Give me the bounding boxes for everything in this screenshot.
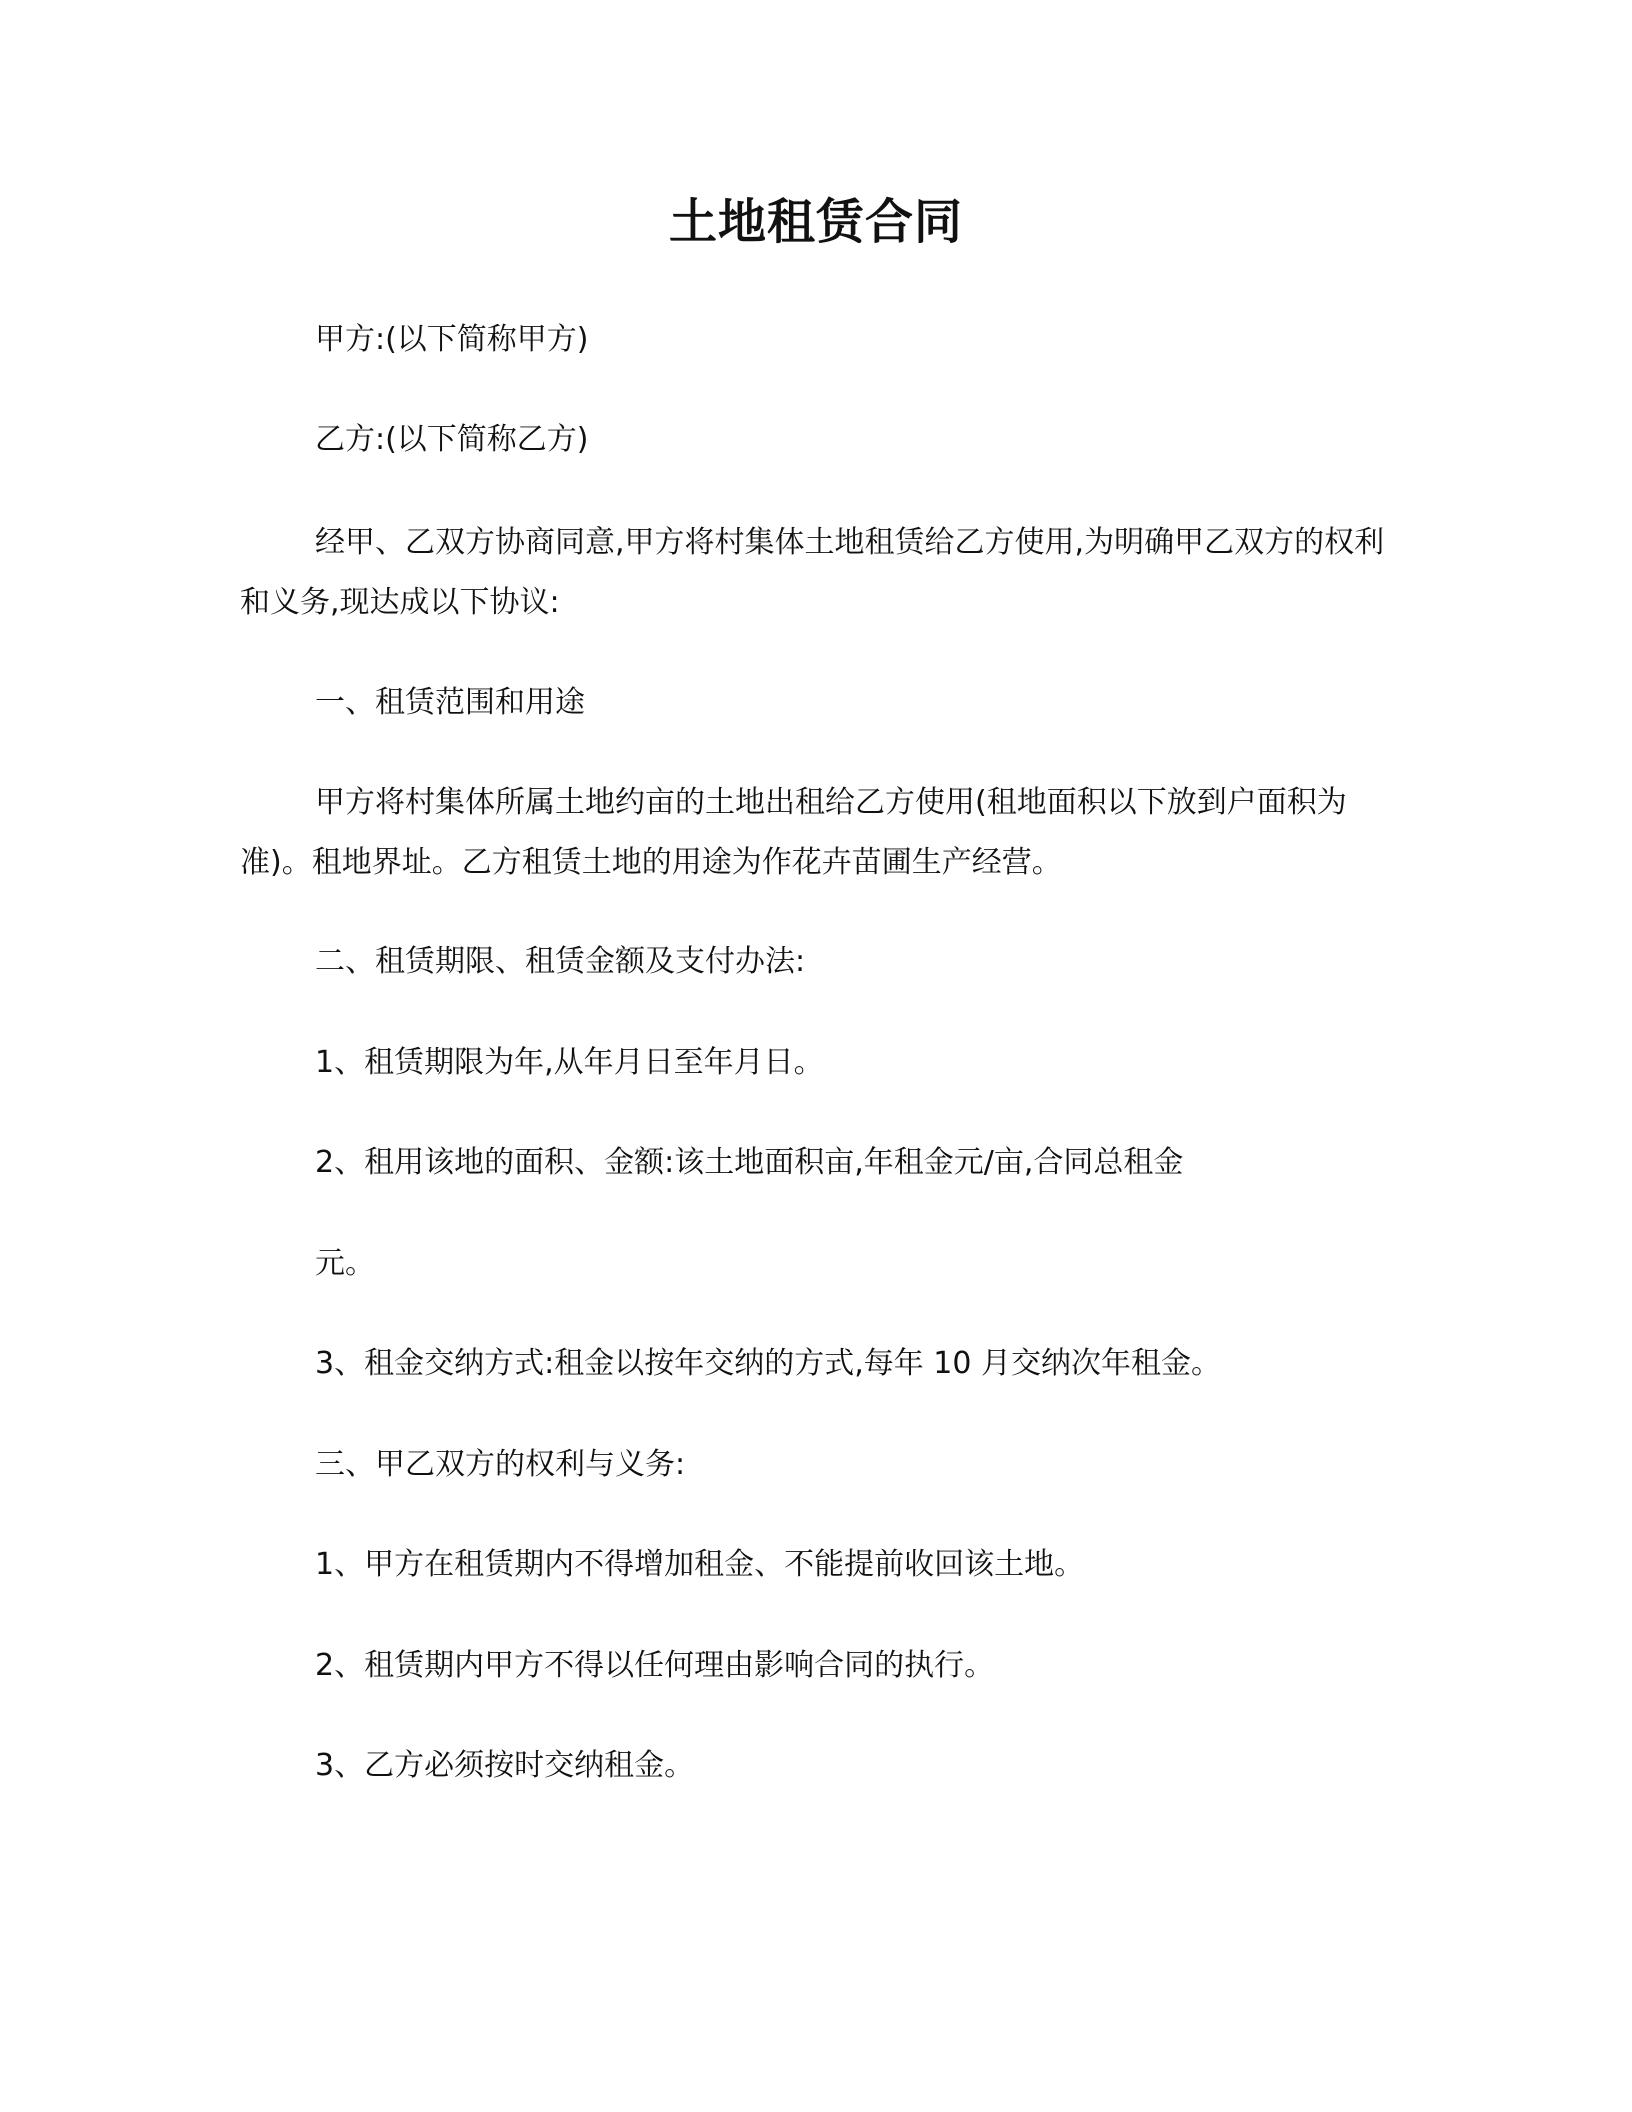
section-2-item-3: 3、租金交纳方式:租金以按年交纳的方式,每年 10 月交纳次年租金。 [315,1346,1221,1381]
section-2-item-1: 1、租赁期限为年,从年月日至年月日。 [315,1045,824,1080]
party-b-line: 乙方:(以下简称乙方) [315,422,589,457]
section-1-heading: 一、租赁范围和用途 [315,685,585,720]
section-3-item-2: 2、租赁期内甲方不得以任何理由影响合同的执行。 [315,1648,995,1683]
section-3-heading: 三、甲乙双方的权利与义务: [315,1447,686,1482]
section-2-item-2-continued: 元。 [315,1246,375,1281]
section-2-heading: 二、租赁期限、租赁金额及支付办法: [315,944,806,979]
party-a-line: 甲方:(以下简称甲方) [315,322,589,357]
section-2-item-2: 2、租用该地的面积、金额:该土地面积亩,年租金元/亩,合同总租金 [315,1145,1184,1180]
intro-paragraph: 经甲、乙双方协商同意,甲方将村集体土地租赁给乙方使用,为明确甲乙双方的权利和义务,现达成以下协议: [240,525,1385,620]
section-3-item-1: 1、甲方在租赁期内不得增加租金、不能提前收回该土地。 [315,1547,1085,1582]
document-title: 土地租赁合同 [668,194,963,250]
section-1-body: 甲方将村集体所属土地约亩的土地出租给乙方使用(租地面积以下放到户面积为准)。租地界址。乙方租赁土地的用途为作花卉苗圃生产经营。 [240,785,1347,880]
section-3-item-3: 3、乙方必须按时交纳租金。 [315,1748,695,1783]
